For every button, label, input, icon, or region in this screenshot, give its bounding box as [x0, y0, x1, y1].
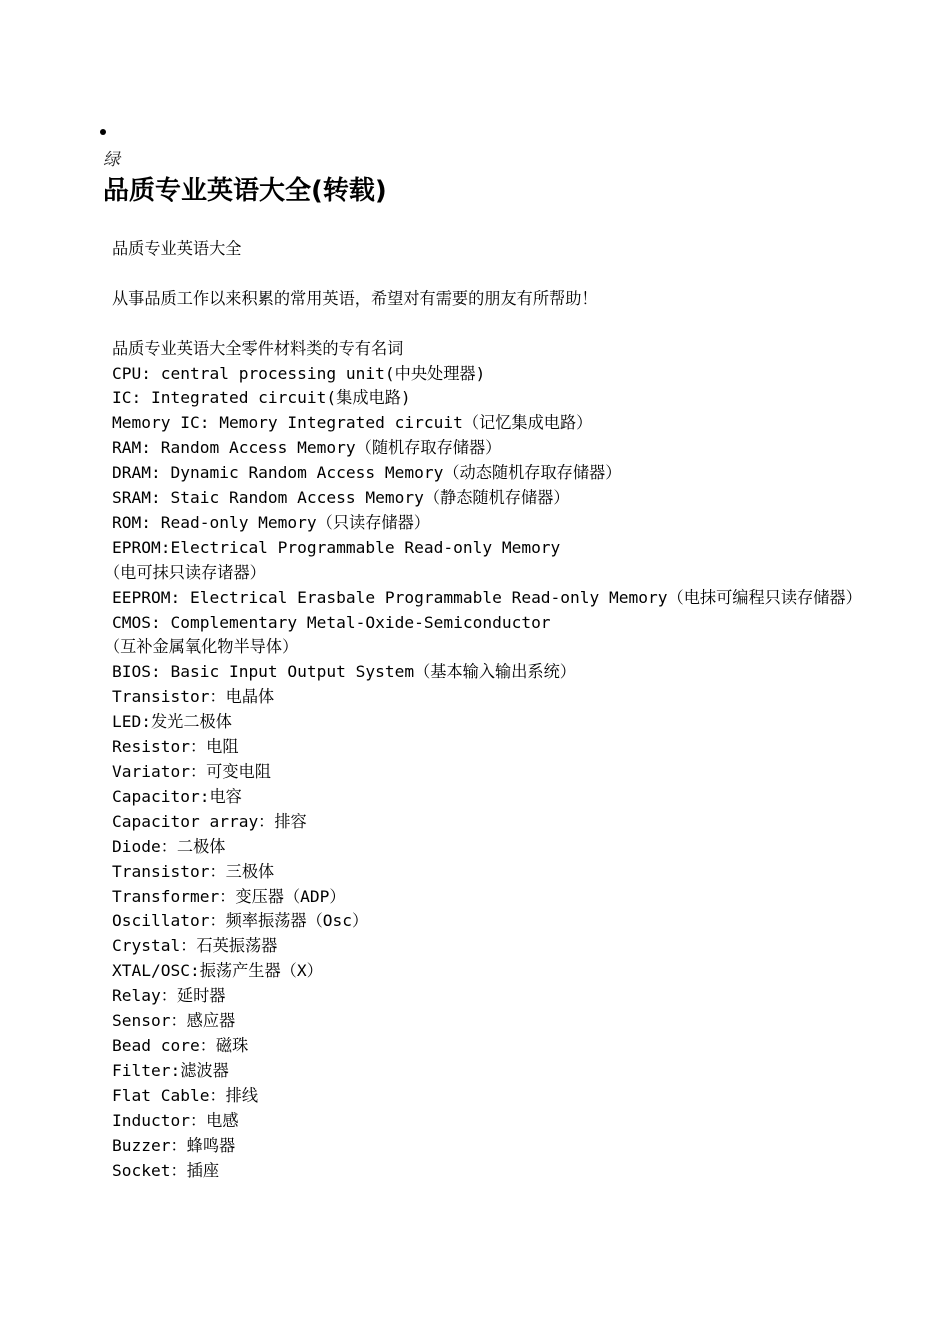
term-line: RAM: Random Access Memory（随机存取存储器）: [112, 438, 502, 458]
term-line: （互补金属氧化物半导体）: [104, 637, 299, 657]
term-line: CPU: central processing unit(中央处理器): [112, 363, 486, 383]
term-line: Variator：可变电阻: [112, 762, 271, 781]
term-line: Capacitor array：排容: [112, 811, 307, 831]
term-line: Oscillator：频率振荡器（Osc）: [112, 911, 369, 931]
term-line: Relay：延时器: [112, 986, 226, 1006]
term-line: Flat Cable：排线: [112, 1085, 259, 1105]
category-tag: 绿: [103, 150, 120, 170]
article-intro-sentence: 从事品质工作以来积累的常用英语，希望对有需要的朋友有所帮助！: [112, 288, 598, 308]
term-line: Sensor：感应器: [112, 1011, 236, 1031]
term-line: （电可抹只读存诸器）: [104, 562, 266, 582]
term-line: DRAM: Dynamic Random Access Memory（动态随机存取存储器）: [112, 463, 622, 483]
term-line: BIOS: Basic Input Output System（基本输入输出系统）: [112, 662, 576, 682]
term-line: LED:发光二极体: [112, 712, 232, 732]
list-bullet: [100, 129, 106, 135]
term-line: Memory IC: Memory Integrated circuit（记忆集成电路）: [112, 413, 593, 433]
term-line: Transistor：三极体: [112, 861, 275, 881]
term-line: Bead core：磁珠: [112, 1035, 249, 1055]
term-line: Crystal：石英振荡器: [112, 936, 278, 956]
section-heading: 品质专业英语大全零件材料类的专有名词: [112, 338, 404, 358]
term-line: Capacitor:电容: [112, 786, 242, 806]
term-list: [104, 362, 862, 1184]
term-line: XTAL/OSC:振荡产生器（X）: [112, 961, 323, 981]
term-line: Transformer：变压器（ADP）: [112, 886, 346, 906]
term-line: Filter:滤波器: [112, 1060, 229, 1080]
article-heading: 品质专业英语大全: [112, 239, 242, 258]
page-title: 品质专业英语大全(转载): [103, 176, 387, 206]
term-line: SRAM: Staic Random Access Memory（静态随机存储器）: [112, 488, 570, 508]
term-line: EPROM:Electrical Programmable Read-only Memory: [112, 537, 561, 557]
term-line: ROM: Read-only Memory（只读存储器）: [112, 512, 430, 532]
term-line: Socket：插座: [112, 1160, 220, 1180]
term-line: IC: Integrated circuit(集成电路): [112, 388, 411, 408]
term-line: CMOS: Complementary Metal-Oxide-Semiconductor: [112, 612, 551, 632]
term-line: EEPROM: Electrical Erasbale Programmable Read-only Memory（电抹可编程只读存储器）: [112, 587, 862, 607]
term-line: Buzzer：蜂鸣器: [112, 1135, 236, 1155]
term-line: Transistor：电晶体: [112, 687, 275, 707]
term-line: Diode：二极体: [112, 836, 226, 856]
article-body: [104, 237, 862, 1183]
term-line: Resistor：电阻: [112, 737, 239, 757]
term-line: Inductor：电感: [112, 1110, 239, 1130]
